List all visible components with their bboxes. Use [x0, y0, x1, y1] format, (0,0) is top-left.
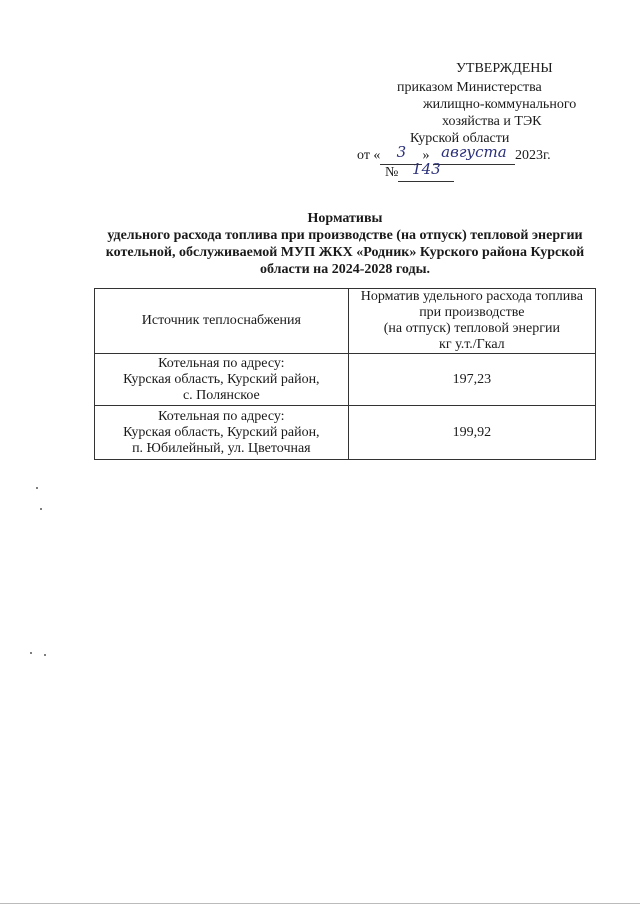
- scan-speck: [36, 487, 38, 489]
- number-blank: [398, 160, 454, 182]
- cell-source: [95, 354, 349, 406]
- source-line: Курская область, Курский район,: [123, 424, 320, 440]
- header-norm-line: Норматив удельного расхода топлива: [360, 289, 583, 304]
- header-norm-line: кг у.т./Гкал: [439, 337, 505, 352]
- document-title: [95, 210, 595, 278]
- header-norm-line: при производстве: [419, 305, 525, 320]
- approval-number: [385, 160, 454, 182]
- header-norm-line: (на отпуск) тепловой энергии: [383, 321, 560, 336]
- cell-value: 197,23: [348, 354, 595, 406]
- source-line: с. Полянское: [182, 387, 260, 403]
- approval-line-region: Курской области: [410, 131, 510, 146]
- title-subtitle: удельного расхода топлива при производстве (на отпуск) тепловой энергии котельной, обслуживаемой МУП ЖКХ «Родник» Курского района Курской области на 2024-2028 годы.: [105, 228, 585, 277]
- source-line: п. Юбилейный, ул. Цветочная: [132, 440, 311, 456]
- scan-speck: [40, 508, 42, 510]
- date-day-handwritten: 3: [396, 143, 407, 161]
- date-year: 2023г.: [514, 148, 551, 163]
- source-line: Курская область, Курский район,: [123, 371, 320, 387]
- approval-line-order: приказом Министерства: [397, 80, 542, 95]
- title-main: Нормативы: [307, 211, 383, 226]
- source-line: Котельная по адресу:: [158, 355, 285, 371]
- cell-source: [95, 406, 349, 460]
- number-handwritten: 143: [412, 160, 441, 178]
- norms-table: [94, 288, 596, 460]
- approval-line-ministry-cont: хозяйства и ТЭК: [442, 114, 542, 129]
- scan-speck: [44, 654, 46, 656]
- date-prefix: от «: [357, 148, 381, 163]
- number-prefix: №: [385, 165, 399, 180]
- table-row: [95, 406, 596, 460]
- table-row: [95, 354, 596, 406]
- scan-speck: [30, 652, 32, 654]
- table-header-row: [95, 289, 596, 354]
- source-line: Котельная по адресу:: [158, 408, 285, 424]
- header-norm: [348, 289, 595, 354]
- scan-edge: [0, 903, 640, 904]
- approval-heading: УТВЕРЖДЕНЫ: [456, 61, 553, 76]
- date-month-handwritten: августа: [441, 143, 507, 161]
- approval-line-ministry: жилищно-коммунального: [423, 97, 577, 112]
- cell-value: 199,92: [348, 406, 595, 460]
- date-mid: »: [422, 148, 430, 163]
- header-source: Источник теплоснабжения: [95, 289, 349, 354]
